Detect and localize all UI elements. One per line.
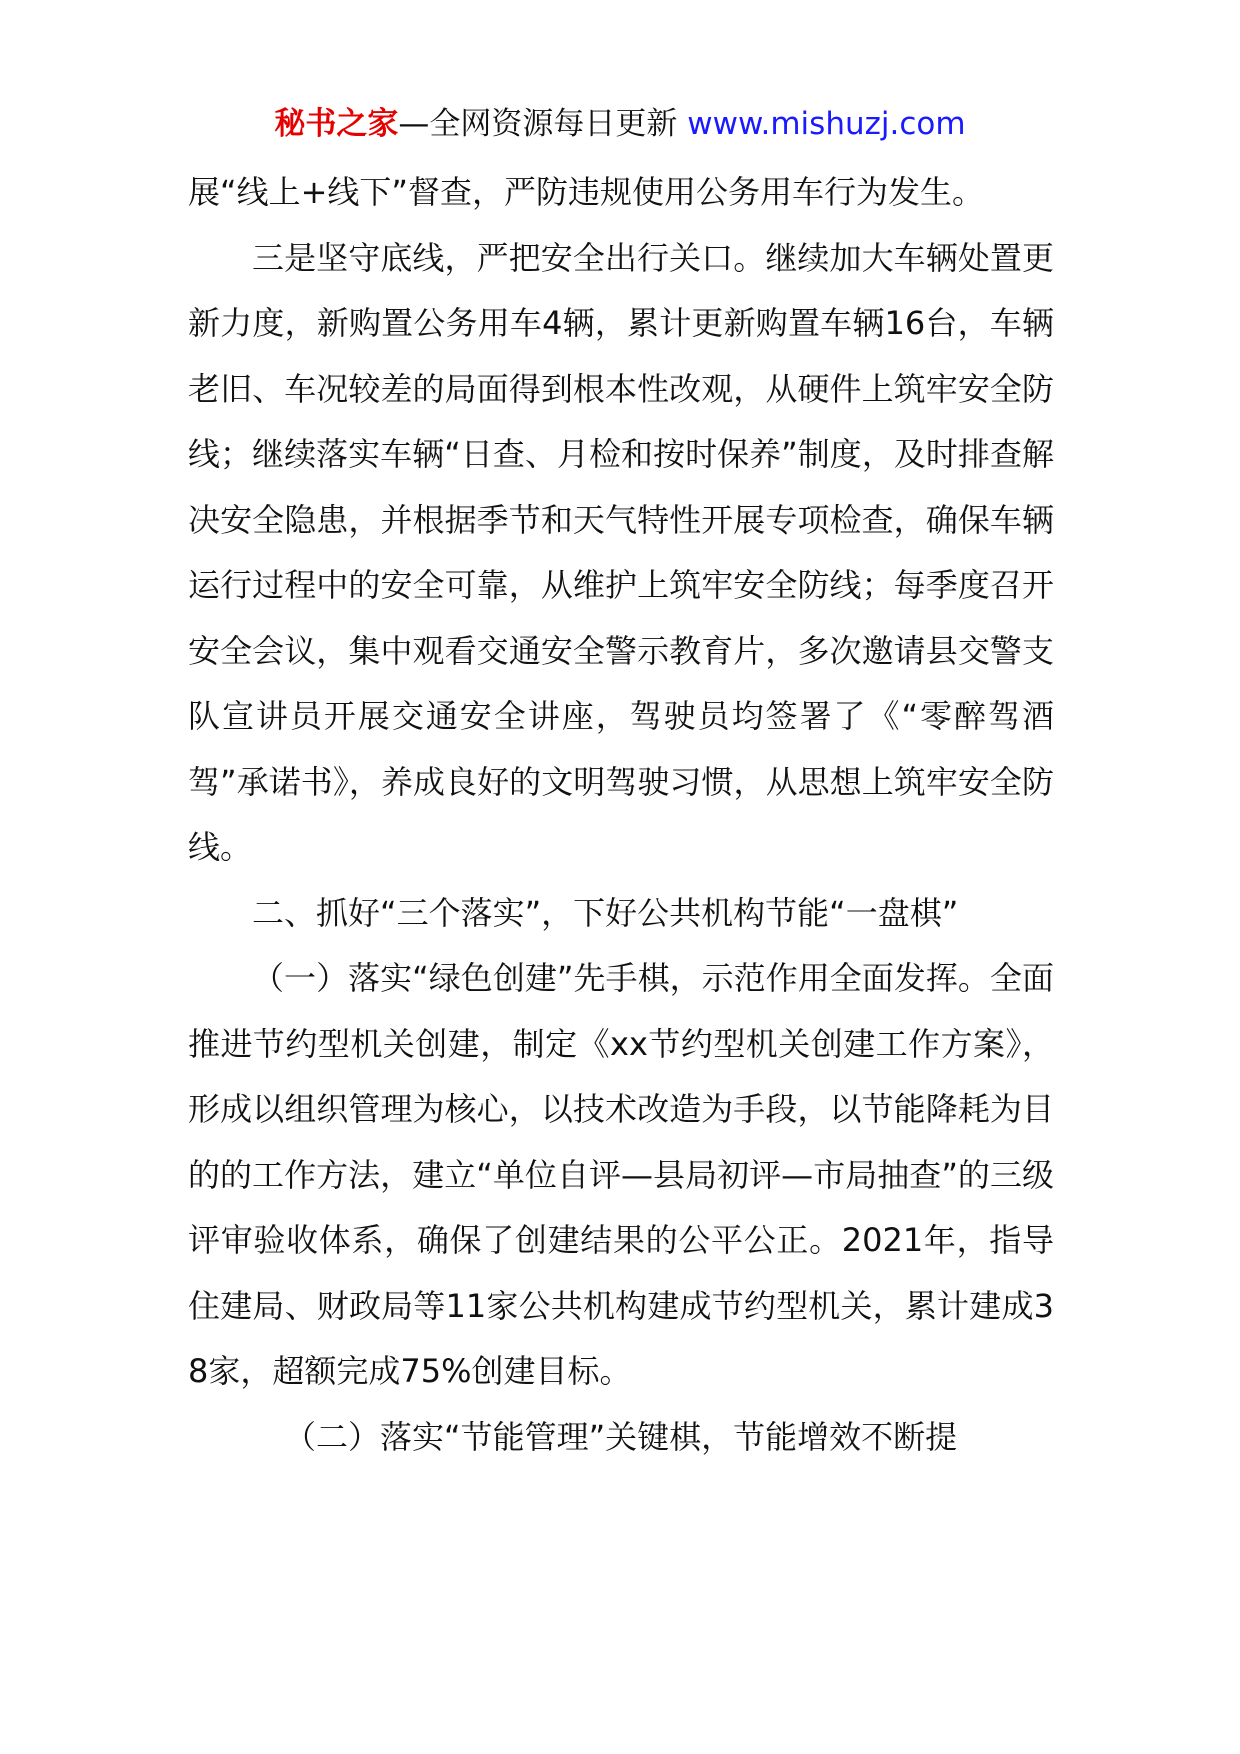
- paragraph-energy-management: （二）落实“节能管理”关键棋，节能增效不断提: [284, 1417, 958, 1456]
- header-tagline: —全网资源每日更新: [398, 106, 678, 142]
- brand-name: 秘书之家: [274, 106, 399, 142]
- site-url-link[interactable]: www.mishuzj.com: [687, 106, 966, 142]
- paragraph-green-creation: （一）落实“绿色创建”先手棋，示范作用全面发挥。全面推进节约型机关创建，制定《xx节约型机关创建工作方案》，形成以组织管理为核心，以技术改造为手段，以节能降耗为目的的工作方法，建立“单位自评—县局初评—市局抽查”的三级评审验收体系，确保了创建结果的公平公正。2021年，指导住建局、财政局等11家公共机构建成节约型机关，累计建成38家，超额完成75%创建目标。: [188, 959, 1054, 1390]
- site-header: [0, 100, 1240, 148]
- document-body: [188, 160, 1054, 1470]
- section-heading-energy-saving: 二、抓好“三个落实”，下好公共机构节能“一盘棋”: [252, 893, 959, 932]
- paragraph-continuation: 展“线上+线下”督查，严防违规使用公务用车行为发生。: [188, 173, 984, 211]
- paragraph-vehicle-safety: 三是坚守底线，严把安全出行关口。继续加大车辆处置更新力度，新购置公务用车4辆，累计更新购置车辆16台，车辆老旧、车况较差的局面得到根本性改观，从硬件上筑牢安全防线；继续落实车辆“日查、月检和按时保养”制度，及时排查解决安全隐患，并根据季节和天气特性开展专项检查，确保车辆运行过程中的安全可靠，从维护上筑牢安全防线；每季度召开安全会议，集中观看交通安全警示教育片，多次邀请县交警支队宣讲员开展交通安全讲座，驾驶员均签署了《“零醉驾酒驾”承诺书》，养成良好的文明驾驶习惯，从思想上筑牢安全防线。: [188, 238, 1054, 866]
